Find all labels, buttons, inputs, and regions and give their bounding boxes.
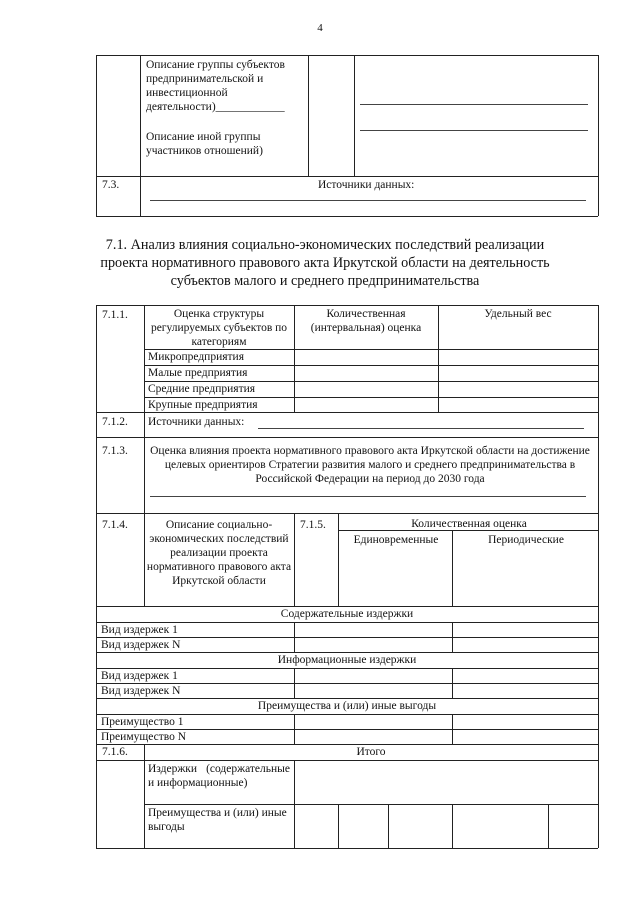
quantitative-header: Количественная (интервальная) оценка <box>310 308 422 334</box>
one-time-header: Единовременные <box>353 534 439 546</box>
consequences-description-header: Описание социально-экономических последствий реализации проекта нормативного правового акта Иркутской области <box>146 519 292 587</box>
other-group-description: Описание иной группы участников отношений) <box>146 131 263 157</box>
quantitative-assessment-header: Количественная оценка <box>411 518 527 530</box>
fill-line <box>360 104 588 105</box>
page-number: 4 <box>317 22 323 34</box>
row-number: 7.1.6. <box>102 746 128 758</box>
share-header: Удельный вес <box>484 308 552 320</box>
cost-row: Вид издержек N <box>101 639 181 651</box>
fill-line <box>150 496 586 497</box>
total-benefits-label: Преимущества и (или) иные выгоды <box>148 807 287 833</box>
row-number: 7.3. <box>102 179 120 191</box>
data-sources-label: Источники данных: <box>318 179 415 191</box>
category-row: Крупные предприятия <box>148 399 258 411</box>
benefit-row: Преимущество 1 <box>101 716 184 728</box>
total-header: Итого <box>356 746 386 758</box>
category-row: Малые предприятия <box>148 367 248 379</box>
row-number: 7.1.3. <box>102 445 128 457</box>
structure-header: Оценка структуры регулируемых субъектов по категориям <box>150 308 288 348</box>
fill-line <box>258 428 584 429</box>
benefit-row: Преимущество N <box>101 731 186 743</box>
category-row: Средние предприятия <box>148 383 256 395</box>
cost-row: Вид издержек N <box>101 685 181 697</box>
group-description: Описание группы субъектов предпринимательской и инвестиционной деятельности)____________ <box>146 59 285 113</box>
row-number: 7.1.4. <box>102 519 128 531</box>
data-sources-label: Источники данных: <box>148 416 245 428</box>
total-costs-label: Издержки (содержательные и информационные) <box>148 763 290 789</box>
row-number: 7.1.1. <box>102 309 128 321</box>
cost-row: Вид издержек 1 <box>101 624 178 636</box>
row-number: 7.1.2. <box>102 416 128 428</box>
cost-row: Вид издержек 1 <box>101 670 178 682</box>
benefits-header: Преимущества и (или) иные выгоды <box>257 700 437 712</box>
strategy-assessment: Оценка влияния проекта нормативного правового акта Иркутской области на достижение целевых ориентиров Стратегии развития малого и среднего предпринимательства в Российской Федерации на период до 2030 года <box>150 445 590 485</box>
content-costs-header: Содержательные издержки <box>280 608 414 620</box>
info-costs-header: Информационные издержки <box>277 654 417 666</box>
row-number: 7.1.5. <box>300 519 326 531</box>
periodic-header: Периодические <box>488 534 564 546</box>
section-heading: 7.1. Анализ влияния социально-экономических последствий реализации проекта нормативного правового акта Иркутской области на деятельность субъектов малого и среднего предпринимательства <box>100 237 550 289</box>
fill-line <box>360 130 588 131</box>
fill-line <box>150 200 586 201</box>
category-row: Микропредприятия <box>148 351 244 363</box>
